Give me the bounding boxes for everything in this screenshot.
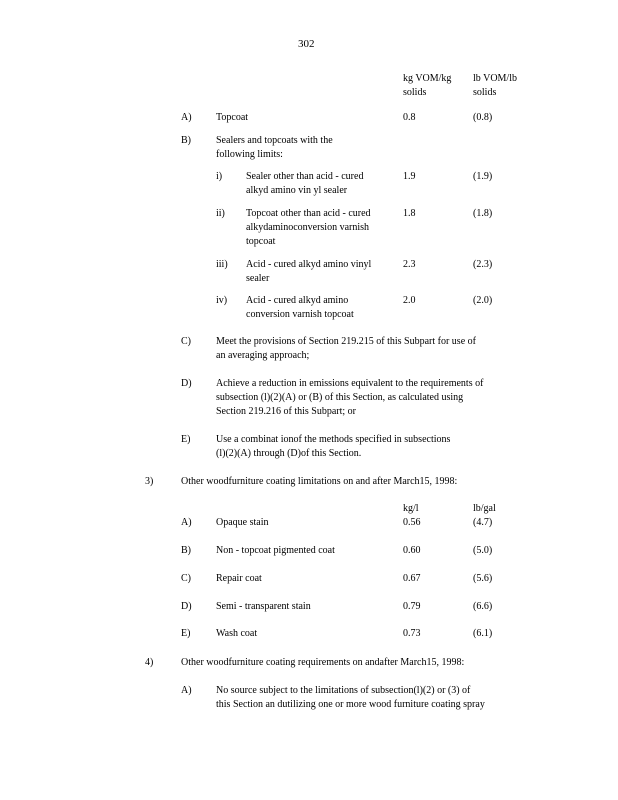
kg-value: 0.73	[403, 628, 421, 639]
item-text-line: No source subject to the limitations of subsection(l)(2) or (3) of	[216, 685, 471, 696]
subitem-text	[246, 258, 371, 286]
lb-vom-header-line2: solids	[473, 87, 497, 98]
item-text: Non - topcoat pigmented coat	[216, 545, 335, 556]
lb-value: (6.1)	[473, 628, 493, 639]
subitem-text-line: Sealer other than acid - cured	[246, 171, 364, 182]
item-label: D)	[181, 378, 192, 389]
item-text-line: Meet the provisions of Section 219.215 of this Subpart for use of	[216, 336, 476, 347]
lb-vom-header-line1: lb VOM/lb	[473, 73, 517, 84]
item-text: Topcoat	[216, 112, 249, 123]
subitem-text-line: alkydaminoconversion varnish	[246, 222, 370, 233]
item-label: A)	[181, 112, 192, 123]
kg-value: 0.79	[403, 601, 421, 612]
kg-value: 0.67	[403, 573, 421, 584]
section-number: 3)	[145, 476, 154, 487]
lb-value: (5.6)	[473, 573, 493, 584]
item-text-line: this Section an dutilizing one or more wood furniture coating spray	[216, 699, 485, 710]
kg-vom-header-line1: kg VOM/kg	[403, 73, 452, 84]
kg-value: 1.8	[403, 208, 416, 219]
item-text-line: subsection (l)(2)(A) or (B) of this Section, as calculated using	[216, 392, 464, 403]
lb-vom-header	[473, 72, 517, 100]
kg-value: 0.60	[403, 545, 421, 556]
subitem-label: ii)	[216, 208, 225, 219]
item-text: Opaque stain	[216, 517, 269, 528]
kg-value: 2.3	[403, 259, 416, 270]
lb-value: (1.8)	[473, 208, 493, 219]
lb-value: (1.9)	[473, 171, 493, 182]
kg-value: 2.0	[403, 295, 416, 306]
item-label: A)	[181, 517, 192, 528]
kg-value: 1.9	[403, 171, 416, 182]
item-label: C)	[181, 573, 191, 584]
item-text: Repair coat	[216, 573, 262, 584]
subitem-text	[246, 294, 354, 322]
item-text	[216, 684, 485, 712]
subitem-text	[246, 207, 371, 249]
kg-value: 0.8	[403, 112, 416, 123]
lb-value: (0.8)	[473, 112, 493, 123]
item-label: C)	[181, 336, 191, 347]
item-label: D)	[181, 601, 192, 612]
section-number: 4)	[145, 657, 154, 668]
item-text-line: Achieve a reduction in emissions equivalent to the requirements of	[216, 378, 484, 389]
item-text: Wash coat	[216, 628, 258, 639]
subitem-label: iii)	[216, 259, 228, 270]
subitem-text-line: conversion varnish topcoat	[246, 309, 354, 320]
unit-kg-per-l: kg/l	[403, 503, 419, 514]
item-label: E)	[181, 434, 191, 445]
kg-value: 0.56	[403, 517, 421, 528]
subitem-label: i)	[216, 171, 223, 182]
kg-vom-header	[403, 72, 451, 100]
lb-value: (6.6)	[473, 601, 493, 612]
page-number: 302	[298, 38, 315, 50]
item-text	[216, 377, 483, 419]
subitem-text-line: alkyd amino vin yl sealer	[246, 185, 348, 196]
subitem-label: iv)	[216, 295, 228, 306]
section-heading: Other woodfurniture coating requirements on andafter March15, 1998:	[181, 657, 465, 668]
kg-vom-header-line2: solids	[403, 87, 427, 98]
item-text-line: Section 219.216 of this Subpart; or	[216, 406, 356, 417]
subitem-text-line: topcoat	[246, 236, 276, 247]
lb-value: (4.7)	[473, 517, 493, 528]
item-label: E)	[181, 628, 191, 639]
item-text-line: (l)(2)(A) through (D)of this Section.	[216, 448, 362, 459]
item-label: B)	[181, 545, 191, 556]
lb-value: (2.3)	[473, 259, 493, 270]
item-text	[216, 134, 333, 162]
item-text: Semi - transparent stain	[216, 601, 311, 612]
subitem-text-line: Acid - cured alkyd amino vinyl	[246, 259, 372, 270]
section-heading: Other woodfurniture coating limitations on and after March15, 1998:	[181, 476, 458, 487]
item-label: A)	[181, 685, 192, 696]
lb-value: (2.0)	[473, 295, 493, 306]
item-text-line: Use a combinat ionof the methods specified in subsections	[216, 434, 451, 445]
subitem-text-line: Acid - cured alkyd amino	[246, 295, 349, 306]
item-label: B)	[181, 135, 191, 146]
item-text-line: an averaging approach;	[216, 350, 310, 361]
unit-lb-per-gal: lb/gal	[473, 503, 496, 514]
subitem-text-line: sealer	[246, 273, 270, 284]
item-text	[216, 335, 476, 363]
item-text-line: Sealers and topcoats with the	[216, 135, 333, 146]
lb-value: (5.0)	[473, 545, 493, 556]
item-text	[216, 433, 450, 461]
subitem-text-line: Topcoat other than acid - cured	[246, 208, 371, 219]
item-text-line: following limits:	[216, 149, 283, 160]
subitem-text	[246, 170, 363, 198]
